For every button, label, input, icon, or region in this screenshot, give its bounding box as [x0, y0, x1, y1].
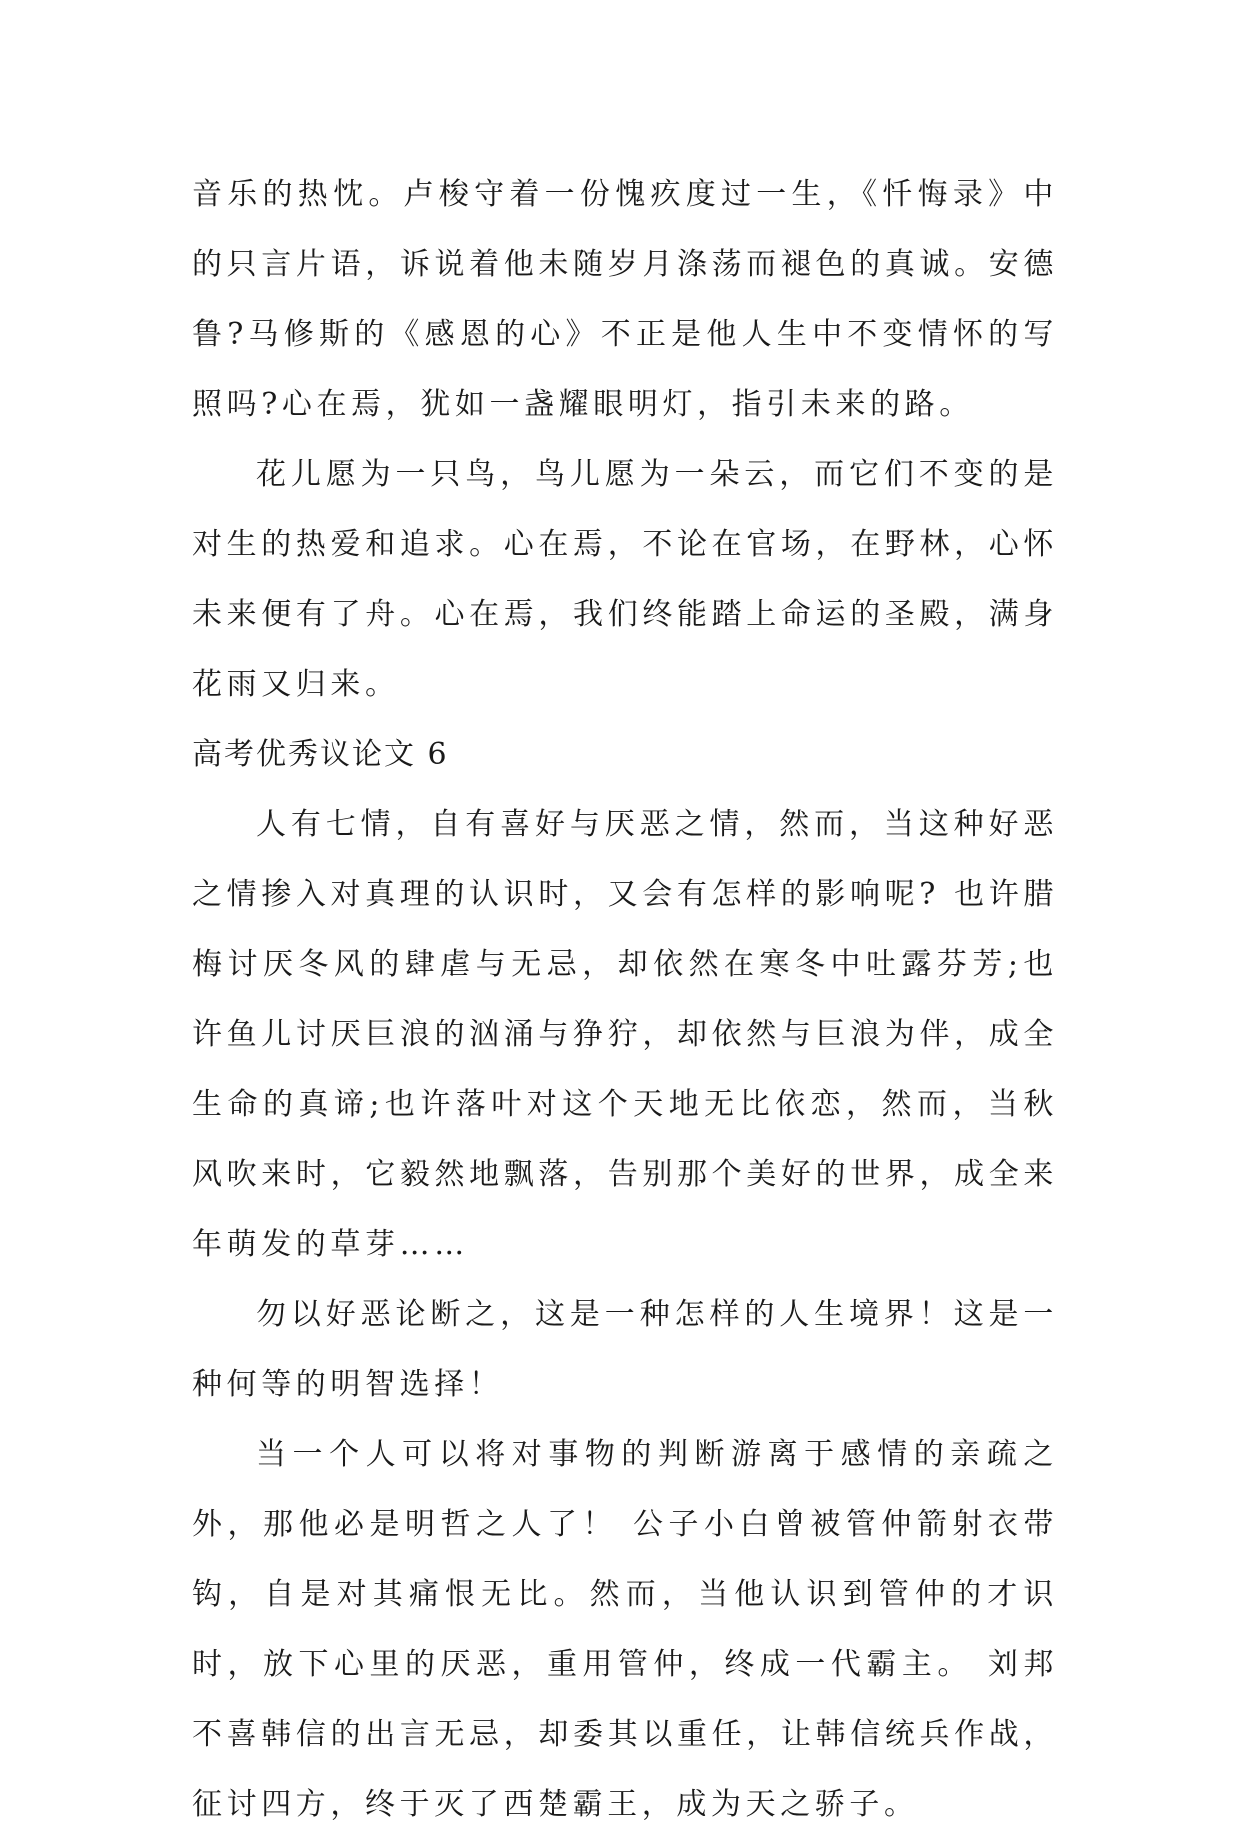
- paragraph-emotions: 人有七情，自有喜好与厌恶之情，然而，当这种好恶之情掺入对真理的认识时，又会有怎样的影响呢? 也许腊梅讨厌冬风的肆虐与无忌，却依然在寒冬中吐露芬芳;也许鱼儿讨厌巨浪的汹涌与狰狞，却依然与巨浪为伴，成全生命的真谛;也许落叶对这个天地无比依恋，然而，当秋风吹来时，它毅然地飘落，告别那个美好的世界，成全来年萌发的草芽……: [192, 807, 1058, 1262]
- essay-heading: 高考优秀议论文 6: [192, 737, 449, 772]
- paragraph-flowers: 花儿愿为一只鸟，鸟儿愿为一朵云，而它们不变的是对生的热爱和追求。心在焉，不论在官场，在野林，心怀未来便有了舟。心在焉，我们终能踏上命运的圣殿，满身花雨又归来。: [192, 457, 1058, 702]
- document-page: [192, 160, 1058, 1840]
- paragraph-judgement: 勿以好恶论断之，这是一种怎样的人生境界！这是一种何等的明智选择！: [192, 1297, 1058, 1402]
- paragraph-examples: 当一个人可以将对事物的判断游离于感情的亲疏之外，那他必是明哲之人了！ 公子小白曾被管仲箭射衣带钩，自是对其痛恨无比。然而，当他认识到管仲的才识时，放下心里的厌恶，重用管仲，终成一代霸主。 刘邦不喜韩信的出言无忌，却委其以重任，让韩信统兵作战，征讨四方，终于灭了西楚霸王，成为天之骄子。: [192, 1437, 1058, 1822]
- paragraph-continuation: 音乐的热忱。卢梭守着一份愧疚度过一生，《忏悔录》中的只言片语，诉说着他未随岁月涤荡而褪色的真诚。安德鲁?马修斯的《感恩的心》不正是他人生中不变情怀的写照吗?心在焉，犹如一盏耀眼明灯，指引未来的路。: [192, 177, 1058, 422]
